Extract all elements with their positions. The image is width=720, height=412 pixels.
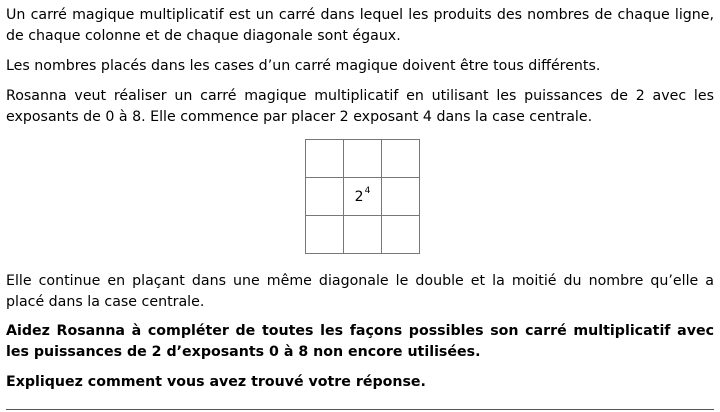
grid-cell [382, 178, 419, 215]
bottom-divider [6, 409, 714, 410]
center-exponent: 4 [364, 185, 371, 196]
paragraph-diagonal: Elle continue en plaçant dans une même diagonale le double et la moitié du nombre qu’elle a placé dans la case centrale. [6, 273, 714, 310]
paragraph-distinct-numbers: Les nombres placés dans les cases d’un carré magique doivent être tous différents. [6, 58, 601, 74]
paragraph-definition: Un carré magique multiplicatif est un carré dans lequel les produits des nombres de chaque ligne, de chaque colonne et de chaque diagonale sont égaux. [6, 7, 714, 44]
grid-cell [306, 216, 343, 253]
grid-cell [344, 140, 381, 177]
grid-cell [382, 216, 419, 253]
paragraph-rosanna-start: Rosanna veut réaliser un carré magique multiplicatif en utilisant les puissances de 2 avec les exposants de 0 à 8. Elle commence par placer 2 exposant 4 dans la case centrale. [6, 88, 714, 125]
center-base: 2 [354, 188, 364, 205]
grid-cell-center [344, 178, 381, 215]
grid-cell [382, 140, 419, 177]
grid-cell [306, 178, 343, 215]
grid-cell [306, 140, 343, 177]
magic-square-grid [305, 139, 420, 254]
grid-cell [344, 216, 381, 253]
paragraph-task: Aidez Rosanna à compléter de toutes les façons possibles son carré multiplicatif avec les puissances de 2 d’exposants 0 à 8 non encore utilisées. [6, 323, 714, 360]
paragraph-explain: Expliquez comment vous avez trouvé votre réponse. [6, 374, 426, 390]
